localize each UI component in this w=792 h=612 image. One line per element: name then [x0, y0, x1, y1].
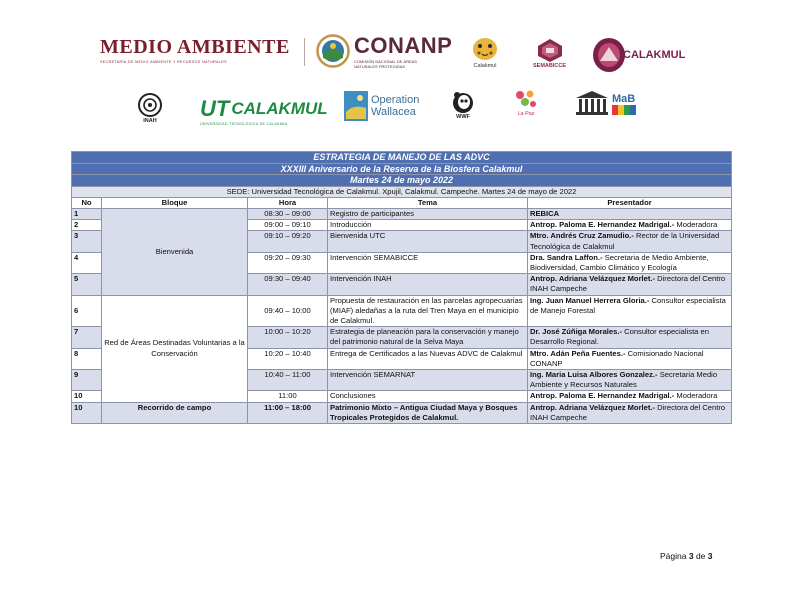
semabicce-emblem-icon — [534, 37, 566, 63]
semabicce-caption: SEMABICCE — [533, 63, 567, 69]
sede-row — [72, 186, 732, 197]
semabicce-logo — [533, 37, 566, 69]
conanp-title: CONANP — [354, 33, 453, 58]
presenter-role: Directora del Centro INAH Campeche — [530, 274, 726, 294]
row-no: 7 — [72, 327, 102, 348]
row-tema: Entrega de Certificados a las Nuevas ADVC de Calakmul — [328, 348, 528, 369]
panda-icon — [451, 90, 475, 114]
conanp-emblem-icon — [316, 34, 350, 68]
agenda-title-2: XXXIII Aniversario de la Reserva de la Biosfera Calakmul — [72, 163, 732, 175]
row-no: 3 — [72, 231, 102, 252]
row-hora: 09:00 – 09:10 — [248, 220, 328, 231]
row-hora: 09:40 – 10:00 — [248, 295, 328, 327]
conanp-logo — [316, 33, 452, 69]
row-presentador — [528, 252, 732, 273]
row-hora: 11:00 – 18:00 — [248, 402, 328, 423]
inah-emblem-icon — [137, 92, 163, 118]
block-red-advc: Red de Áreas Destinadas Voluntarias a la Conservación — [102, 295, 248, 402]
presenter-role: Secretaria Medio Ambiente y Recursos Naturales — [530, 369, 718, 390]
row-presentador — [528, 208, 732, 219]
row-hora: 09:20 – 09:30 — [248, 252, 328, 273]
medio-ambiente-logo — [100, 36, 290, 64]
agenda-table — [71, 151, 732, 424]
header-hora: Hora — [248, 197, 328, 208]
la-paz-logo — [513, 89, 539, 117]
row-tema: Estrategia de planeación para la conservación y manejo del patrimonio natural de la Selva Maya — [328, 327, 528, 348]
row-hora: 10:40 – 11:00 — [248, 369, 328, 390]
row-no: 5 — [72, 274, 102, 295]
row-no: 1 — [72, 208, 102, 219]
row-tema: Intervención SEMABICCE — [328, 252, 528, 273]
mab-logo — [612, 93, 638, 115]
header-bloque: Bloque — [102, 197, 248, 208]
presenter-role: Directora del Centro INAH Campeche — [530, 402, 726, 422]
utc-title: CALAKMUL — [231, 99, 328, 118]
wallacea-line-1: Operation — [371, 94, 420, 106]
presenter-name: Mtro. Andrés Cruz Zamudio.- — [530, 231, 634, 241]
medio-ambiente-subtitle: SECRETARÍA DE MEDIO AMBIENTE Y RECURSOS NATURALES — [100, 60, 227, 64]
row-no: 6 — [72, 295, 102, 327]
wwf-logo — [451, 90, 475, 120]
row-presentador — [528, 369, 732, 390]
presenter-name: Dr. José Zúñiga Morales.- — [530, 327, 622, 337]
row-no: 9 — [72, 369, 102, 390]
row-tema: Conclusiones — [328, 391, 528, 402]
block-bienvenida: Bienvenida — [102, 208, 248, 295]
presenter-name: Mtro. Adán Peña Fuentes.- — [530, 348, 626, 358]
table-row — [72, 208, 732, 219]
row-tema: Intervención INAH — [328, 274, 528, 295]
block-recorrido: Recorrido de campo — [102, 402, 248, 423]
presenter-role: Secretaria de Medio Ambiente, Biodiversidad, Cambio Climático y Ecología — [530, 252, 709, 272]
medio-ambiente-title: MEDIO AMBIENTE — [100, 36, 290, 58]
la-paz-caption: La Paz — [517, 111, 535, 117]
row-presentador — [528, 295, 732, 327]
operation-wallacea-logo — [343, 90, 419, 122]
row-hora: 09:30 – 09:40 — [248, 274, 328, 295]
row-presentador — [528, 327, 732, 348]
unesco-temple-icon — [575, 90, 609, 116]
wwf-caption: WWF — [456, 114, 470, 120]
calakmul-emblem-icon — [592, 37, 626, 73]
row-hora: 11:00 — [248, 391, 328, 402]
row-presentador — [528, 274, 732, 295]
inah-logo — [137, 92, 163, 124]
footer-total: 3 — [707, 551, 713, 561]
presenter-name: Antrop. Adriana Velázquez Morlet.- — [530, 402, 656, 412]
header-row — [72, 197, 732, 208]
unesco-logo — [575, 90, 609, 116]
sede-text: SEDE: Universidad Tecnológica de Calakmul. Xpujil, Calakmul. Campeche. Martes 24 de mayo de 2022 — [72, 186, 732, 197]
inah-caption: INAH — [143, 118, 157, 124]
la-paz-emblem-icon — [513, 89, 539, 111]
wallacea-emblem-icon — [343, 90, 369, 122]
row-tema: Patrimonio Mixto – Antigua Ciudad Maya y Bosques Tropicales Protegidos de Calakmul. — [328, 402, 528, 423]
presenter-name: REBICA — [530, 208, 560, 218]
presenter-name: Dra. Sandra Laffon.- — [530, 252, 603, 262]
presenter-role: Rector de la Universidad Tecnológica de Calakmul — [530, 231, 720, 251]
presenter-name: Antrop. Paloma E. Hernandez Madrigal.- — [530, 391, 675, 401]
header-no: No — [72, 197, 102, 208]
footer-page: 3 — [688, 551, 694, 561]
calakmul-small-caption: Calakmul — [473, 63, 497, 69]
presenter-role: Consultor especialista en Desarrollo Regional. — [530, 327, 709, 347]
utc-logo — [200, 96, 328, 126]
row-presentador — [528, 402, 732, 423]
utc-subtitle: UNIVERSIDAD TECNOLÓGICA DE CALAKMUL — [200, 122, 289, 126]
row-tema: Registro de participantes — [328, 208, 528, 219]
row-no: 2 — [72, 220, 102, 231]
footer-prefix: Página — [660, 551, 689, 561]
logo-divider — [304, 38, 305, 66]
presenter-role: Consultor especialista de Manejo Forestal — [530, 295, 726, 315]
mab-caption: MaB — [612, 93, 636, 105]
page-footer — [660, 551, 713, 561]
row-no: 4 — [72, 252, 102, 273]
row-tema: Bienvenida UTC — [328, 231, 528, 252]
header-tema: Tema — [328, 197, 528, 208]
row-presentador — [528, 220, 732, 231]
presenter-name: Antrop. Adriana Velázquez Morlet.- — [530, 274, 656, 284]
title-band-2 — [72, 163, 732, 175]
row-presentador — [528, 348, 732, 369]
header-presentador: Presentador — [528, 197, 732, 208]
presenter-role: Moderadora — [674, 391, 718, 401]
agenda-title-1: ESTRATEGIA DE MANEJO DE LAS ADVC — [72, 152, 732, 164]
calakmul-municipio-logo — [592, 37, 685, 73]
row-tema: Introducción — [328, 220, 528, 231]
presenter-role: Moderadora — [674, 220, 718, 230]
conanp-subtitle-1: COMISIÓN NACIONAL DE ÁREAS — [354, 59, 417, 64]
presenter-name: Ing. Juan Manuel Herrera Gloria.- — [530, 295, 650, 305]
row-hora: 09:10 – 09:20 — [248, 231, 328, 252]
row-no: 10 — [72, 402, 102, 423]
row-presentador — [528, 231, 732, 252]
row-hora: 08:30 – 09:00 — [248, 208, 328, 219]
mab-stripes-icon — [612, 105, 638, 115]
row-tema: Propuesta de restauración en las parcelas agropecuarias (MIAF) aledañas a la ruta del Tren Maya en el municipio de Calakmul. — [328, 295, 528, 327]
presenter-role: Comisionado Nacional CONANP — [530, 348, 704, 368]
row-tema: Intervención SEMARNAT — [328, 369, 528, 390]
utc-prefix: UT — [200, 96, 230, 121]
table-row — [72, 402, 732, 423]
title-band-1 — [72, 152, 732, 164]
wallacea-line-2: Wallacea — [371, 106, 416, 118]
conanp-subtitle-2: NATURALES PROTEGIDAS — [354, 64, 406, 69]
footer-middle: de — [693, 551, 708, 561]
calakmul-small-logo — [470, 35, 500, 69]
title-band-3 — [72, 175, 732, 187]
row-presentador — [528, 391, 732, 402]
row-no: 10 — [72, 391, 102, 402]
row-hora: 10:00 – 10:20 — [248, 327, 328, 348]
row-no: 8 — [72, 348, 102, 369]
calakmul-big-title: CALAKMUL — [623, 49, 686, 61]
presenter-name: Ing. Maria Luisa Albores Gonzalez.- — [530, 369, 658, 379]
agenda-title-3: Martes 24 de mayo 2022 — [72, 175, 732, 187]
table-row — [72, 295, 732, 327]
jaguar-icon — [470, 35, 500, 63]
row-hora: 10:20 – 10:40 — [248, 348, 328, 369]
presenter-name: Antrop. Paloma E. Hernandez Madrigal.- — [530, 220, 675, 230]
